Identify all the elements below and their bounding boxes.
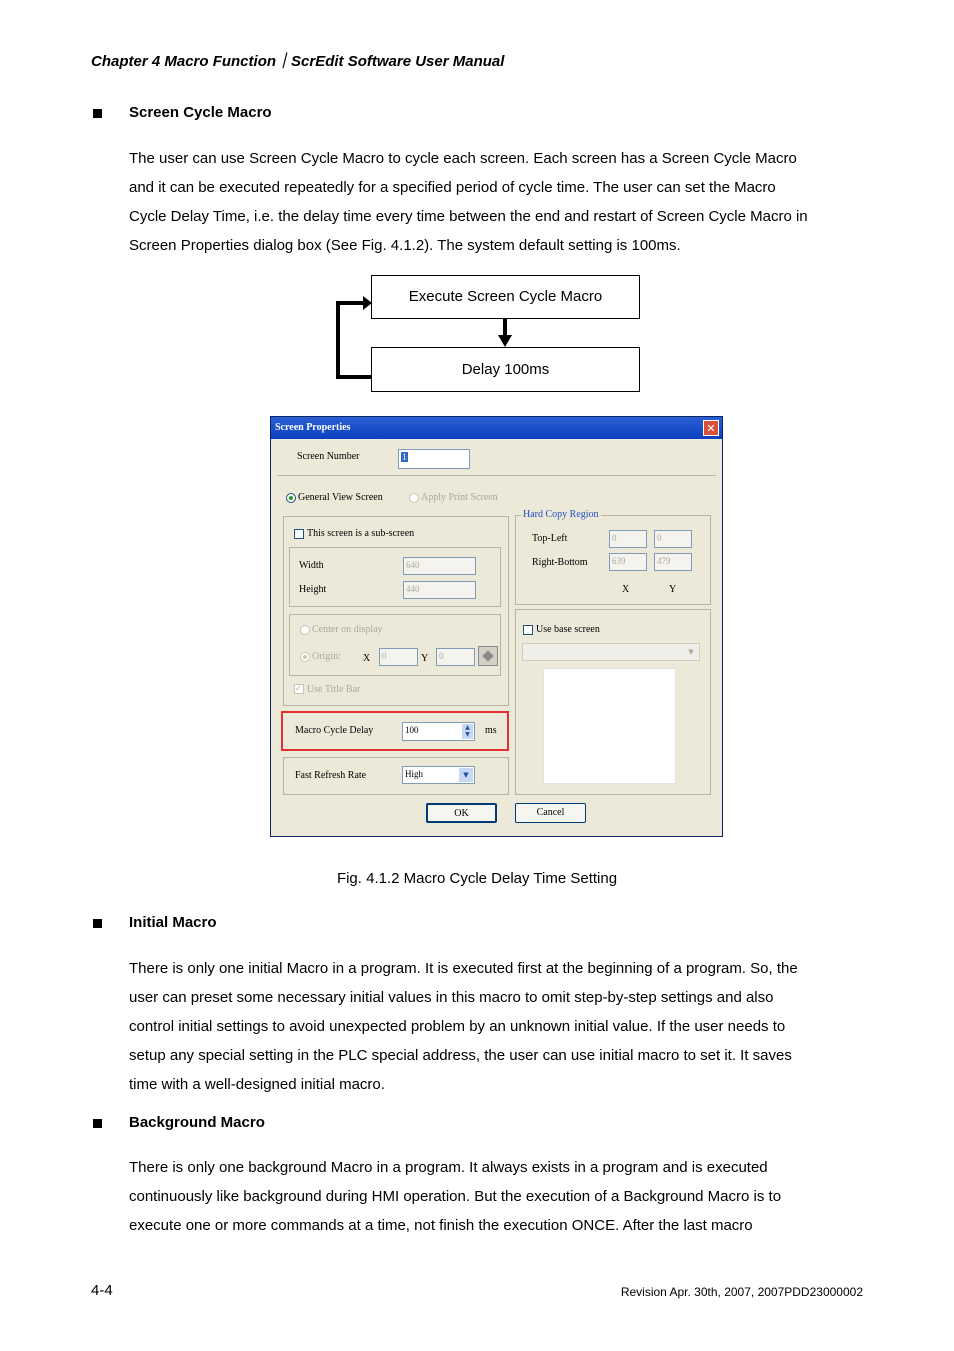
screen-number-label: Screen Number [297, 451, 360, 462]
center-display-label: Center on display [312, 624, 383, 635]
apply-print-label: Apply Print Screen [421, 492, 498, 503]
paragraph-background [129, 1153, 869, 1240]
text-line: user can preset some necessary initial values in this macro to omit step-by-step settings and also [129, 989, 774, 1006]
apply-print-radio[interactable] [409, 493, 419, 503]
text-line: and it can be executed repeatedly for a specified period of cycle time. The user can set the Macro [129, 179, 776, 196]
chevron-down-icon: ▼ [688, 648, 694, 656]
sub-screen-checkbox[interactable] [294, 529, 304, 539]
right-bottom-x-input[interactable]: 639 [609, 553, 647, 571]
center-display-radio[interactable] [300, 625, 310, 635]
text-line: control initial settings to avoid unexpected problem by an unknown initial value. If the user needs to [129, 1018, 786, 1035]
width-label: Width [299, 560, 324, 571]
cancel-button[interactable]: Cancel [515, 803, 586, 823]
top-left-x-input[interactable]: 0 [609, 530, 647, 548]
spinner-icon[interactable]: ▲ ▼ [462, 724, 473, 739]
macro-cycle-unit: ms [485, 725, 497, 736]
top-left-label: Top-Left [532, 533, 568, 544]
down-arrow-icon [495, 318, 515, 348]
text-line: Cycle Delay Time, i.e. the delay time every time between the end and restart of Screen Cycle Macro in [129, 208, 808, 225]
heading-background: Background Macro [129, 1114, 265, 1131]
page-number: 4-4 [91, 1282, 113, 1299]
close-icon[interactable]: ✕ [703, 420, 719, 436]
origin-y-input[interactable]: 0 [436, 648, 475, 666]
general-view-label: General View Screen [298, 492, 383, 503]
macro-cycle-label: Macro Cycle Delay [295, 725, 374, 736]
flow-box-execute: Execute Screen Cycle Macro [371, 275, 640, 319]
bullet-icon [93, 1119, 102, 1128]
macro-cycle-input[interactable] [402, 722, 475, 741]
bullet-icon [93, 919, 102, 928]
divider [277, 475, 716, 476]
heading-screen-cycle: Screen Cycle Macro [129, 104, 272, 121]
text-line: There is only one background Macro in a program. It always exists in a program and is executed [129, 1159, 768, 1176]
fast-refresh-select[interactable] [402, 766, 475, 784]
text-line: execute one or more commands at a time, not finish the execution ONCE. After the last macro [129, 1217, 753, 1234]
general-view-radio[interactable] [286, 493, 296, 503]
right-bottom-y-input[interactable]: 479 [654, 553, 692, 571]
text-line: setup any special setting in the PLC special address, the user can use initial macro to set it. It saves [129, 1047, 792, 1064]
fast-refresh-value: High [405, 769, 423, 779]
text-line: continuously like background during HMI operation. But the execution of a Background Macro is to [129, 1188, 782, 1205]
title-bar-checkbox[interactable]: ✓ [294, 684, 304, 694]
height-label: Height [299, 584, 327, 595]
paragraph-screen-cycle [129, 144, 869, 260]
origin-x-label: X [363, 653, 371, 664]
macro-cycle-value: 100 [405, 725, 419, 735]
chapter-header: Chapter 4 Macro Function｜ScrEdit Software User Manual [91, 53, 505, 70]
sub-screen-label: This screen is a sub-screen [307, 528, 415, 539]
screen-number-value: 1 [402, 452, 407, 462]
screen-properties-dialog [270, 416, 723, 837]
ok-button[interactable]: OK [426, 803, 497, 823]
revision-info: Revision Apr. 30th, 2007, 2007PDD23000002 [620, 1285, 863, 1299]
pick-position-icon[interactable] [478, 646, 498, 666]
top-left-y-input[interactable]: 0 [654, 530, 692, 548]
text-line: Screen Properties dialog box (See Fig. 4.1.2). The system default setting is 100ms. [129, 237, 681, 254]
width-input[interactable]: 640 [403, 557, 476, 575]
screen-number-input[interactable] [398, 449, 470, 469]
use-base-label: Use base screen [536, 624, 600, 635]
figure-caption: Fig. 4.1.2 Macro Cycle Delay Time Setting [336, 870, 618, 887]
column-x-label: X [622, 584, 630, 595]
hard-copy-title: Hard Copy Region [523, 509, 599, 520]
paragraph-initial [129, 954, 869, 1099]
base-screen-preview [543, 668, 676, 784]
base-screen-select[interactable] [522, 643, 700, 661]
sub-screen-group [283, 516, 509, 706]
origin-label: Origin: [312, 651, 341, 662]
chevron-down-icon[interactable]: ▼ [459, 768, 473, 782]
text-line: The user can use Screen Cycle Macro to cycle each screen. Each screen has a Screen Cycle Macro [129, 150, 797, 167]
dialog-title: Screen Properties [271, 417, 722, 439]
right-bottom-label: Right-Bottom [532, 557, 588, 568]
heading-initial: Initial Macro [129, 914, 217, 931]
origin-radio[interactable] [300, 652, 310, 662]
height-input[interactable]: 440 [403, 581, 476, 599]
origin-x-input[interactable]: 0 [379, 648, 418, 666]
text-line: There is only one initial Macro in a program. It is executed first at the beginning of a program. So, the [129, 960, 798, 977]
fast-refresh-label: Fast Refresh Rate [295, 770, 367, 781]
bullet-icon [93, 109, 102, 118]
origin-y-label: Y [421, 653, 429, 664]
title-bar-label: Use Title Bar [307, 684, 361, 695]
column-y-label: Y [669, 584, 677, 595]
loop-arrow-icon [330, 290, 390, 380]
text-line: time with a well-designed initial macro. [129, 1076, 385, 1093]
use-base-checkbox[interactable] [523, 625, 533, 635]
flow-box-delay: Delay 100ms [371, 347, 640, 392]
